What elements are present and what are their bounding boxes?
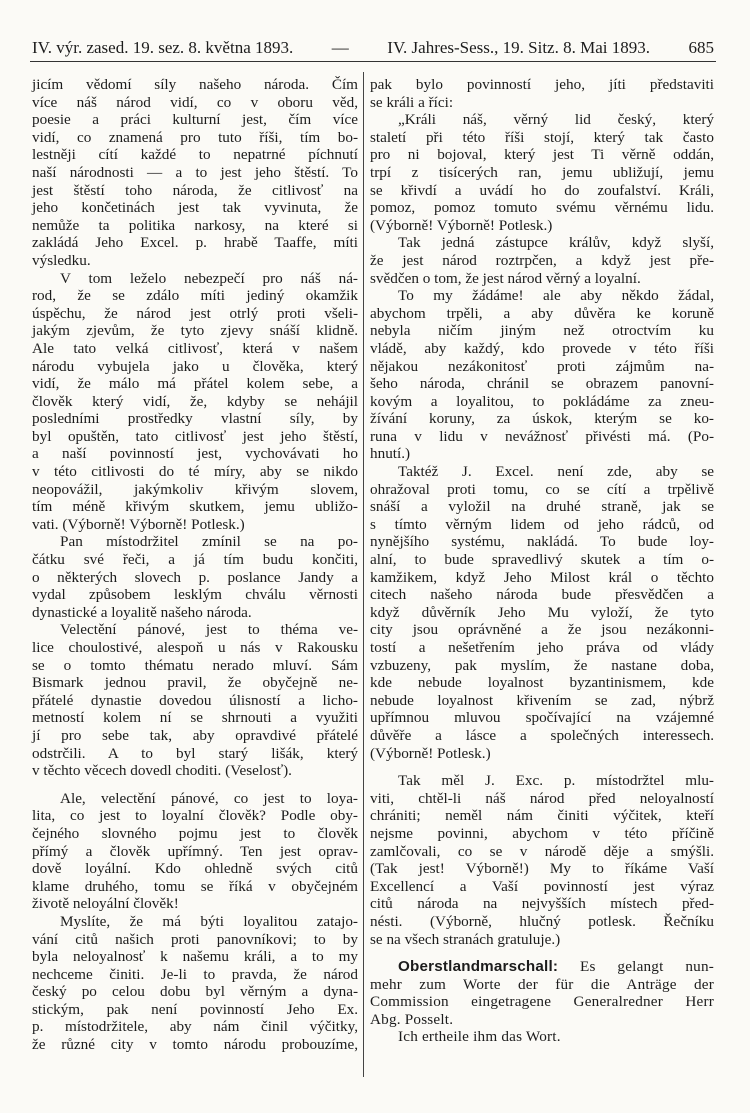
paragraph <box>32 76 358 270</box>
page-number: 685 <box>688 38 714 57</box>
text-line: český po celou dobu byl věrným a dyna- <box>32 983 358 1001</box>
text-line: abychom trpěli, a aby důvěra ke koruně <box>370 304 714 322</box>
text-line: v této citlivosti do té míry, aby se nikdo <box>32 463 358 481</box>
text-line: čejného slovného pojmu jest to člověk <box>32 824 358 842</box>
text-line: se na všech stranách gratuluje.) <box>370 930 561 948</box>
column-divider <box>363 72 364 1077</box>
text-line: alní, to bude spravedlivý skutek a tím o- <box>370 551 714 569</box>
text-line: mehr zum Worte der für die Anträge der <box>370 975 714 993</box>
text-line: vládě, aby každý, kdo provede v této říši <box>370 339 714 357</box>
text-line: runa v lidu v nevážnosť přivésti má. (Po- <box>370 427 714 445</box>
text-line: vidí, co znamená pro tuto říši, tím bo- <box>32 128 358 146</box>
text-line: (Výborně! Výborně! Potlesk.) <box>370 216 553 234</box>
text-line: stickým, pak není povinností Jeho Ex. <box>32 1000 358 1018</box>
text-line: nejsme povinni, abychom v této příčině <box>370 824 714 842</box>
paragraph <box>32 913 358 1054</box>
text-line: lestněji cítí každé to nepatrné píchnutí <box>32 146 358 164</box>
text-line: výsledku. <box>32 251 91 269</box>
text-line: jí pro sebe tak, aby opravdivé přátelé <box>32 726 358 744</box>
text-line: kde nebude loyalnost byzantinismem, kde <box>370 674 714 692</box>
text-line: „Králi náš, věrný lid český, který <box>398 111 714 129</box>
text-line: tostí a nešetřením jeho práva od vlády <box>370 639 714 656</box>
paragraph <box>370 463 714 762</box>
text-line: To my žádáme! ale aby někdo žádal, <box>398 287 714 305</box>
text-line: posledními prostředky vlastní síly, by <box>32 410 358 428</box>
text-line: dynastické a loyalitě našeho národa. <box>32 603 252 621</box>
paragraph <box>32 790 358 913</box>
text-line: nemůže ta politika narkosy, na které si <box>32 216 358 234</box>
paragraph <box>370 958 714 1028</box>
right-column <box>370 76 714 1046</box>
text-line: Pan místodržitel zmínil se na po- <box>60 533 358 551</box>
text-line: neopovážil, jakýmkoliv křivým slovem, <box>32 480 358 498</box>
text-line: jest štěstí toho národa, že citlivosť na <box>32 181 358 199</box>
paragraph-gap <box>370 762 714 772</box>
text-line: jeho končetinách jest tak vyvinuta, že <box>32 199 358 217</box>
text-line: Tak jedná zástupce králův, když slyší, <box>398 234 714 252</box>
text-line: p. místodržitele, aby nám činil výčitky, <box>32 1018 358 1036</box>
text-line: nebyla ničím jiným než otroctvím ku <box>370 322 714 340</box>
text-line: se králi a říci: <box>370 93 454 111</box>
text-line: rod, že se zdálo míti jediný okamžik <box>32 287 358 305</box>
text-line: vzbuzeny, pak myslím, že nastane doba, <box>370 656 714 674</box>
text-line: upřímnou mluvou spočívající na vzájemné <box>370 709 714 727</box>
text-line: lice choulostivé, alespoň u nás v Rakousku <box>32 639 358 656</box>
paragraph <box>370 76 714 111</box>
text-line: důvěře a lásce a společných interessech. <box>370 726 714 744</box>
text-line: vydal způsobem lesklým chválu věrnosti <box>32 586 358 604</box>
text-line: zakládá Jeho Excel. p. hrabě Taaffe, míti <box>32 234 358 252</box>
text-line: tím méně křivým skutkem, jemu ubližo- <box>32 498 358 516</box>
paragraph-gap <box>370 948 714 958</box>
text-line <box>370 958 714 976</box>
text-line: pro ni bojoval, který jest Ti věrně oddán, <box>370 146 714 164</box>
paragraph <box>32 270 358 534</box>
paragraph <box>370 111 714 234</box>
text-line: vidí, že málo má přátel kolem sebe, a <box>32 375 358 393</box>
text-line: trpí z tisícerých ran, jemu ubližují, jemu <box>370 163 714 181</box>
running-header <box>32 34 714 58</box>
text-line: přímý a člověk upřímný. Ten jest oprav- <box>32 842 358 860</box>
text-line: čátku své řeči, a já tím budu končiti, <box>32 551 358 569</box>
text-line: lita, co jest to loyalní člověk? Podle oby- <box>32 807 358 825</box>
text-line: Ale, velectění pánové, co jest to loya- <box>60 789 358 807</box>
text-line: citů národa na nejvyšších místech před- <box>370 895 714 913</box>
text-line: s tímto věrným lidem od jeho rádců, od <box>370 515 714 533</box>
text-line: Ale tato velká citlivosť, která v našem <box>32 339 358 357</box>
text-line: chrániti; neměl nám činiti výčitek, kteří <box>370 807 714 825</box>
text-line: citech našeho národa bude přesvědčen a <box>370 586 714 604</box>
text-line: a naší povinností jest, vychovávati ho <box>32 445 358 463</box>
text-line: ohražoval proti tomu, co se cítí a trpělivě <box>370 480 714 498</box>
header-dash: — <box>331 38 349 57</box>
text-line: svědčen o tom, že jest národ věrný a loyalní. <box>370 269 641 287</box>
text-line: byla neloyalnosť k našemu králi, a to my <box>32 948 358 966</box>
text-line: Myslíte, že má býti loyalitou zatajo- <box>60 912 358 930</box>
text-line: hnutí.) <box>370 445 411 463</box>
text-line: vati. (Výborně! Výborně! Potlesk.) <box>32 515 245 533</box>
speech-text: Es gelangt nun- <box>580 958 714 976</box>
text-line: Abg. Posselt. <box>370 1010 454 1028</box>
text-line: odstrčili. A to byl starý lišák, který <box>32 744 358 762</box>
text-line: že jest národ roztrpčen, a když jest pře- <box>370 251 714 269</box>
text-line: (Tak jest! Výborně!) My to říkáme Vaší <box>370 860 714 878</box>
text-line: nějakou nezákonitosť proti zájmům na- <box>370 357 714 375</box>
speaker-name: Oberstlandmarschall: <box>398 958 559 976</box>
text-line: vání citů našich proti panovníkovi; to by <box>32 930 358 948</box>
text-line: nésti. (Výborně, hlučný potlesk. Řečníku <box>370 912 714 930</box>
text-line: Taktéž J. Excel. není zde, aby se <box>398 463 714 481</box>
text-line: šeho národa, chránil se obrazem panovní- <box>370 375 714 393</box>
text-line: se křivdí a uvádí ho do zoufalství. Králi, <box>370 181 714 199</box>
text-line: Bismark jednou pravil, že obyčejně ne- <box>32 674 358 692</box>
paragraph <box>32 621 358 779</box>
paragraph <box>32 533 358 621</box>
text-line: zamlčovali, co se v národě děje a smýšli. <box>370 842 714 860</box>
paragraph <box>370 234 714 287</box>
text-line: dově loyální. Kdo ohledně svých citů <box>32 860 358 878</box>
text-line: V tom leželo nebezpečí pro náš ná- <box>60 269 358 287</box>
text-line: Commission eingetragene Generalredner Herr <box>370 993 714 1011</box>
text-line: nynějšího systému, nakládá. To bude loy- <box>370 533 714 551</box>
header-rule <box>30 61 716 62</box>
text-line: city jsou oprávněné a že jsou nezákonni- <box>370 621 714 639</box>
text-line: národu vybujela jako u člověka, který <box>32 357 358 375</box>
text-line: klame druhého, tomu se říká v obyčejném <box>32 877 358 895</box>
text-line: žívání koruny, za úskok, kterým se ko- <box>370 410 714 428</box>
text-line: nechceme činiti. Je-li to pravda, že národ <box>32 965 358 983</box>
text-line: jicím vědomí síly našeho národa. Čím <box>32 76 358 93</box>
text-line: Tak měl J. Exc. p. místodržtel mlu- <box>398 772 714 790</box>
text-line: Velectění pánové, jest to théma ve- <box>60 621 358 639</box>
text-line: Excellencí a Vaší povinností jest výraz <box>370 877 714 895</box>
paragraph <box>370 1028 714 1046</box>
text-line: člověk který vidí, že, kdyby se nehájil <box>32 392 358 410</box>
text-line: staletí při této říši stojí, který tak často <box>370 128 714 146</box>
paragraph <box>370 287 714 463</box>
text-line: pomoz, pomoz tomuto svému věrnému lidu. <box>370 199 714 217</box>
text-line: kamžikem, když Jeho Milost král o těchto <box>370 568 714 586</box>
text-line: o některých slovech p. poslance Jandy a <box>32 568 358 586</box>
text-line: když důvěrník Jeho Mu vyloží, že tyto <box>370 603 714 621</box>
text-line: poesie a práci kulturní jest, čím více <box>32 111 358 129</box>
text-line: se o tomto thématu nerado mluví. Sám <box>32 656 358 674</box>
text-line: jakým zjevům, že tyto zjevy snáší klidně. <box>32 322 358 340</box>
header-czech: IV. výr. zased. 19. sez. 8. května 1893. <box>32 38 294 57</box>
text-line: snáší a vyložil na druhé straně, jak se <box>370 498 714 516</box>
text-line: naší národnosti — a to jest jeho štěstí. To <box>32 163 358 181</box>
text-line: metností kolem ní se shrnouti a využiti <box>32 709 358 727</box>
text-line: (Výborně! Potlesk.) <box>370 744 491 762</box>
left-column <box>32 76 358 1054</box>
text-line: kovým a loyalitou, to pokládáme za zneu- <box>370 392 714 410</box>
text-line: viti, chtěl-li náš národ před neloyalností <box>370 789 714 807</box>
text-line: pak bylo povinností jeho, jíti představiti <box>370 76 714 93</box>
text-line: byl opuštěn, tato citlivosť jest jeho štěstí, <box>32 427 358 445</box>
paragraph-gap <box>32 780 358 790</box>
paragraph <box>370 772 714 948</box>
text-line: více náš národ vidí, co v oboru věd, <box>32 93 358 111</box>
text-line: životě neloyální člověk! <box>32 895 179 913</box>
text-line: že různé city v tomto národu probouzíme, <box>32 1036 358 1054</box>
header-german: IV. Jahres-Sess., 19. Sitz. 8. Mai 1893. <box>387 38 650 57</box>
text-line: úspěchu, že národ jest otrlý proti všeli- <box>32 304 358 322</box>
text-line: přátelé dynastie dovedou úlisností a licho- <box>32 691 358 709</box>
text-line: nebude loyalnost křivením se zad, nýbrž <box>370 691 714 709</box>
text-line: Ich ertheile ihm das Wort. <box>398 1028 561 1046</box>
text-line: v těchto věcech dovedl choditi. (Veselosť). <box>32 762 292 780</box>
